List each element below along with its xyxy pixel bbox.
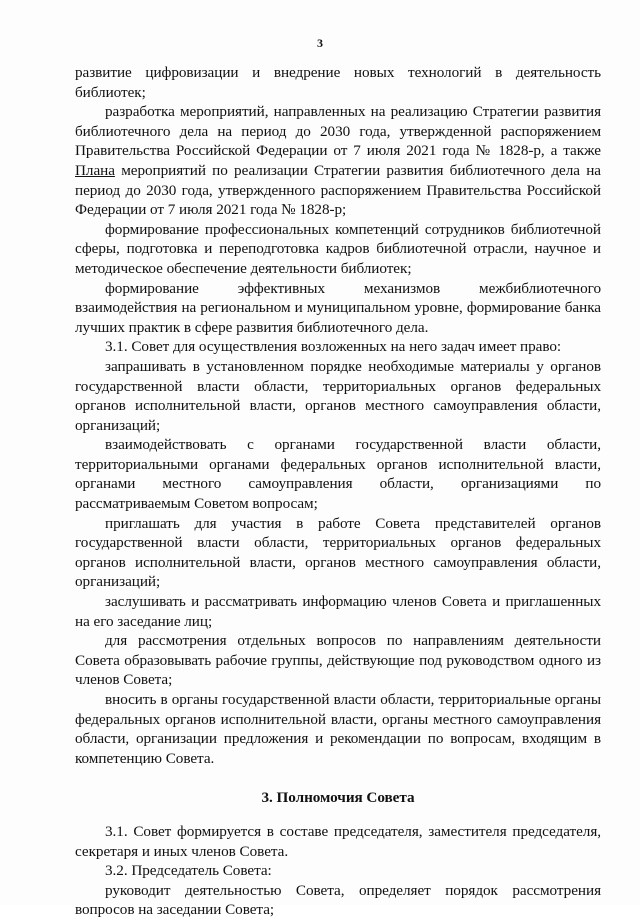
paragraph [75, 102, 601, 220]
section-heading: 3. Полномочия Совета [261, 789, 415, 807]
paragraph: руководит деятельностью Совета, определяет порядок рассмотрения вопросов на заседании Совета; [75, 881, 601, 919]
paragraph: развитие цифровизации и внедрение новых технологий в деятельность библиотек; [75, 64, 601, 101]
paragraph: приглашать для участия в работе Совета представителей органов государственной власти области, территориальных органов федеральных органов исполнительной власти, органов местного самоуправления области, организаций; [75, 514, 601, 591]
paragraph: 3.1. Совет формируется в составе председателя, заместителя председателя, секретаря и иных членов Совета. [75, 822, 601, 860]
paragraph: 3.1. Совет для осуществления возложенных на него задач имеет право: [105, 338, 562, 356]
paragraph: запрашивать в установленном порядке необходимые материалы у органов государственной власти области, территориальных органов федеральных органов исполнительной власти, органов местного самоуправления области, организаций; [75, 357, 601, 434]
paragraph: взаимодействовать с органами государственной власти области, территориальными органами федеральных органов исполнительной власти, органами местного самоуправления области, организациями по рассматриваемым Советом вопросам; [75, 436, 601, 513]
paragraph-text: разработка мероприятий, направленных на реализацию Стратегии развития библиотечного дела на период до 2030 года, утвержденной распоряжением Правительства Российской Федерации от 7 июля 2021 года № 1828-р, а также [75, 103, 601, 160]
paragraph: формирование эффективных механизмов межбиблиотечного взаимодействия на региональном и муниципальном уровне, формирование банка лучших практик в сфере развития библиотечного дела. [75, 279, 601, 336]
plan-link[interactable]: Плана [75, 161, 115, 179]
document-body [75, 63, 601, 920]
page-number: 3 [317, 36, 323, 50]
paragraph: вносить в органы государственной власти области, территориальные органы федеральных органов исполнительной власти, органы местного самоуправления области, организации предложения и рекомендации по вопросам, входящим в компетенцию Совета. [75, 691, 601, 767]
paragraph: 3.2. Председатель Совета: [105, 862, 272, 880]
paragraph: для рассмотрения отдельных вопросов по направлениям деятельности Совета образовывать рабочие группы, действующие под руководством одного из членов Совета; [75, 632, 601, 689]
paragraph: заслушивать и рассматривать информацию членов Совета и приглашенных на его заседание лиц; [75, 593, 601, 630]
paragraph-text: мероприятий по реализации Стратегии развития библиотечного дела на период до 2030 года, утвержденного распоряжением Правительства Российской Федерации от 7 июля 2021 года № 1828-р; [75, 161, 601, 219]
paragraph: формирование профессиональных компетенций сотрудников библиотечной сферы, подготовка и переподготовка кадров библиотечной отрасли, научное и методическое обеспечение деятельности библиотек; [75, 220, 601, 277]
